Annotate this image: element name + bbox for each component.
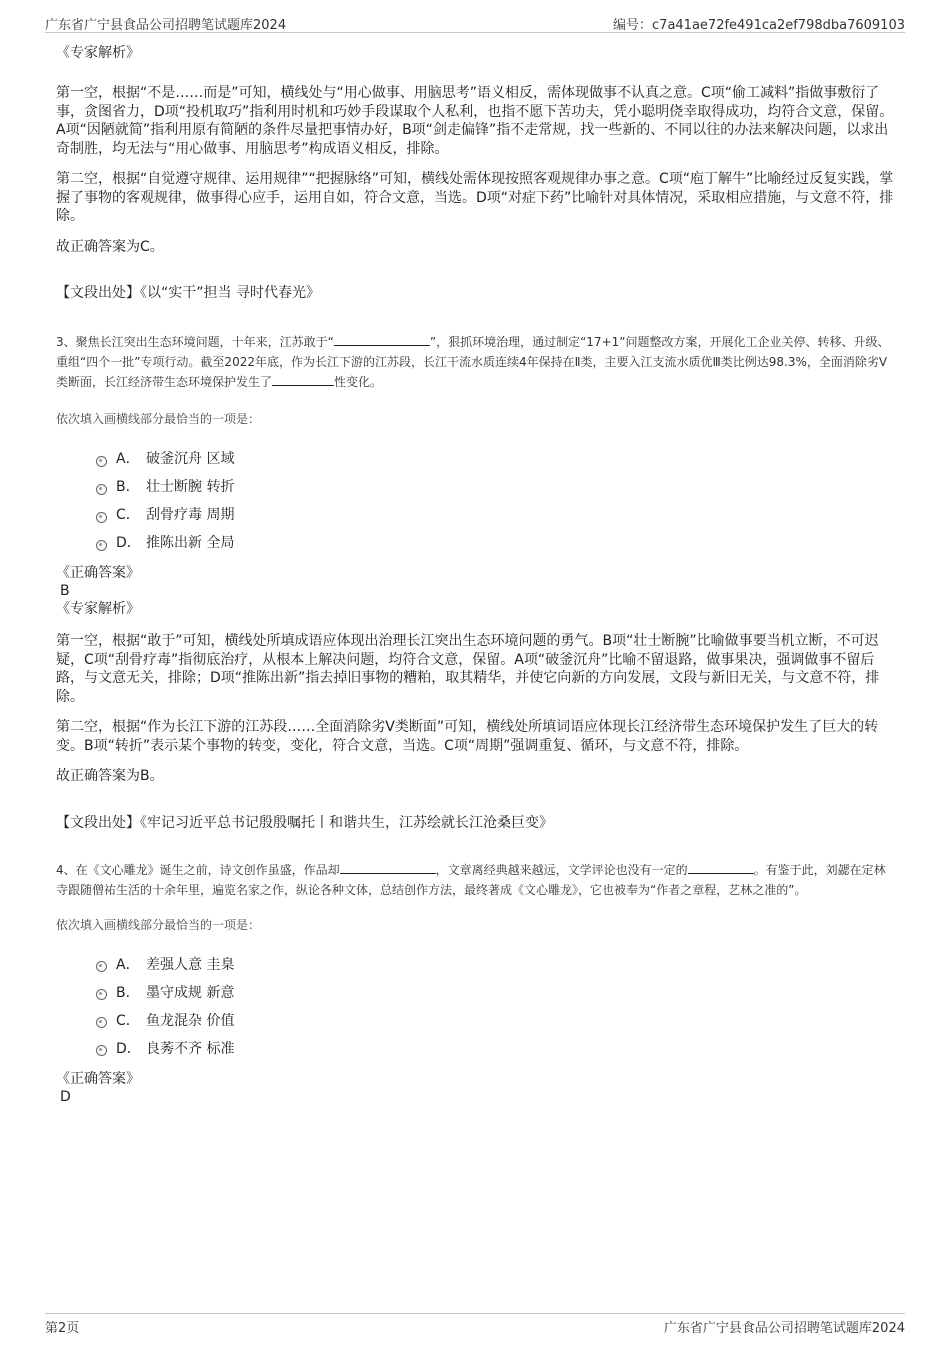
fill-blank: [340, 861, 436, 874]
radio-icon[interactable]: [96, 1017, 107, 1028]
correct-answer: D: [60, 1088, 71, 1105]
radio-icon[interactable]: [96, 540, 107, 551]
document-body: [56, 44, 896, 1106]
option-c[interactable]: C． 鱼龙混杂 价值: [96, 1006, 896, 1034]
expert-analysis-label: 《专家解析》: [56, 45, 140, 61]
correct-answer: B: [60, 583, 70, 599]
options-list: [96, 444, 896, 556]
radio-icon[interactable]: [96, 1045, 107, 1056]
analysis-paragraph: 第一空，根据“不是……而是”可知，横线处与“用心做事、用脑思考”语义相反，需体现做事不认真之意。C项“偷工减料”指做事敷衍了事，贪图省力，D项“投机取巧”指利用时机和巧妙手段谋取个人私利，也指不愿下苦功夫，凭小聪明侥幸取得成功，均符合文意，保留。A项“因陋就简”指利用原有简陋的条件尽量把事情办好，B项“剑走偏锋”指不走常规，找一些新的、不同以往的办法来解决问题，以求出奇制胜，均无法与“用心做事、用脑思考”构成语义相反，排除。: [56, 85, 894, 157]
option-a[interactable]: A． 破釜沉舟 区域: [96, 444, 896, 472]
option-c[interactable]: C． 刮骨疗毒 周期: [96, 500, 896, 528]
correct-answer-label: 《正确答案》: [56, 1070, 140, 1087]
analysis-paragraph: 第二空，根据“自觉遵守规律、运用规律”“把握脉络”可知，横线处需体现按照客观规律办事之意。C项“庖丁解牛”比喻经过反复实践，掌握了事物的客观规律，做事得心应手，运用自如，符合文意，当选。D项“对症下药”比喻针对具体情况，采取相应措施，与文意不符，排除。: [56, 171, 894, 224]
document-code: 编号：c7a41ae72fe491ca2ef798dba7609103: [613, 18, 905, 33]
answer-conclusion: 故正确答案为B。: [56, 768, 164, 784]
fill-blank: [688, 861, 754, 874]
options-list: [96, 950, 896, 1062]
header-title: 广东省广宁县食品公司招聘笔试题库2024: [45, 18, 287, 33]
radio-icon[interactable]: [96, 484, 107, 495]
expert-analysis-label: 《专家解析》: [56, 601, 140, 617]
question-3-text: 3、聚焦长江突出生态环境问题，十年来，江苏敢于“ ”，狠抓环境治理，通过制定“17+1”问题整改方案，开展化工企业关停、转移、升级、重组“四个一批”专项行动。截至2022年底，作为长江下游的江苏段，长江干流水质连续4年保持在Ⅱ类，主要入江支流水质优Ⅲ类比例达98.3%，全面消除劣Ⅴ类断面，长江经济带生态环境保护发生了 性变化。: [56, 335, 890, 389]
option-b[interactable]: B． 墨守成规 新意: [96, 978, 896, 1006]
correct-answer-label: 《正确答案》: [56, 565, 140, 581]
footer-title: 广东省广宁县食品公司招聘笔试题库2024: [663, 1321, 905, 1336]
fill-blank: [334, 333, 430, 346]
question-instruction: 依次填入画横线部分最恰当的一项是：: [56, 917, 261, 932]
fill-blank: [272, 373, 334, 386]
radio-icon[interactable]: [96, 512, 107, 523]
option-d[interactable]: D． 推陈出新 全局: [96, 528, 896, 556]
answer-conclusion: 故正确答案为C。: [56, 238, 164, 255]
radio-icon[interactable]: [96, 961, 107, 972]
source-citation: 【文段出处】《牢记习近平总书记殷殷嘱托丨和谐共生，江苏绘就长江沧桑巨变》: [56, 814, 553, 831]
page-number: 第2页: [45, 1321, 80, 1336]
option-a[interactable]: A． 差强人意 圭臬: [96, 950, 896, 978]
page-footer: [45, 1313, 905, 1334]
radio-icon[interactable]: [96, 456, 107, 467]
analysis-paragraph: 第一空，根据“敢于”可知，横线处所填成语应体现出治理长江突出生态环境问题的勇气。B项“壮士断腕”比喻做事要当机立断，不可迟疑，C项“刮骨疗毒”指彻底治疗，从根本上解决问题，均符合文意，保留。A项“破釜沉舟”比喻不留退路，做事果决，强调做事不留后路，与文意无关，排除；D项“推陈出新”指去掉旧事物的糟粕，取其精华，并使它向新的方向发展，文段与新旧无关，与文意不符，排除。: [56, 633, 880, 705]
question-instruction: 依次填入画横线部分最恰当的一项是：: [56, 412, 261, 426]
page-header: [45, 14, 905, 33]
question-4-text: 4、在《文心雕龙》诞生之前，诗文创作虽盛，作品却 ，文章离经典越来越远，文学评论也没有一定的 。有鉴于此，刘勰在定林寺跟随僧祐生活的十余年里，遍览名家之作，纵论各种文体，总结创作方法，最终著成《文心雕龙》，它也被奉为“作者之章程，艺林之准的”。: [56, 862, 886, 897]
source-citation: 【文段出处】《以“实干”担当 寻时代春光》: [56, 285, 320, 301]
analysis-paragraph: 第二空，根据“作为长江下游的江苏段……全面消除劣Ⅴ类断面”可知，横线处所填词语应体现长江经济带生态环境保护发生了巨大的转变。B项“转折”表示某个事物的转变，变化，符合文意，当选。C项“周期”强调重复、循环，与文意不符，排除。: [56, 719, 879, 754]
option-d[interactable]: D． 良莠不齐 标准: [96, 1034, 896, 1062]
radio-icon[interactable]: [96, 989, 107, 1000]
option-b[interactable]: B． 壮士断腕 转折: [96, 472, 896, 500]
